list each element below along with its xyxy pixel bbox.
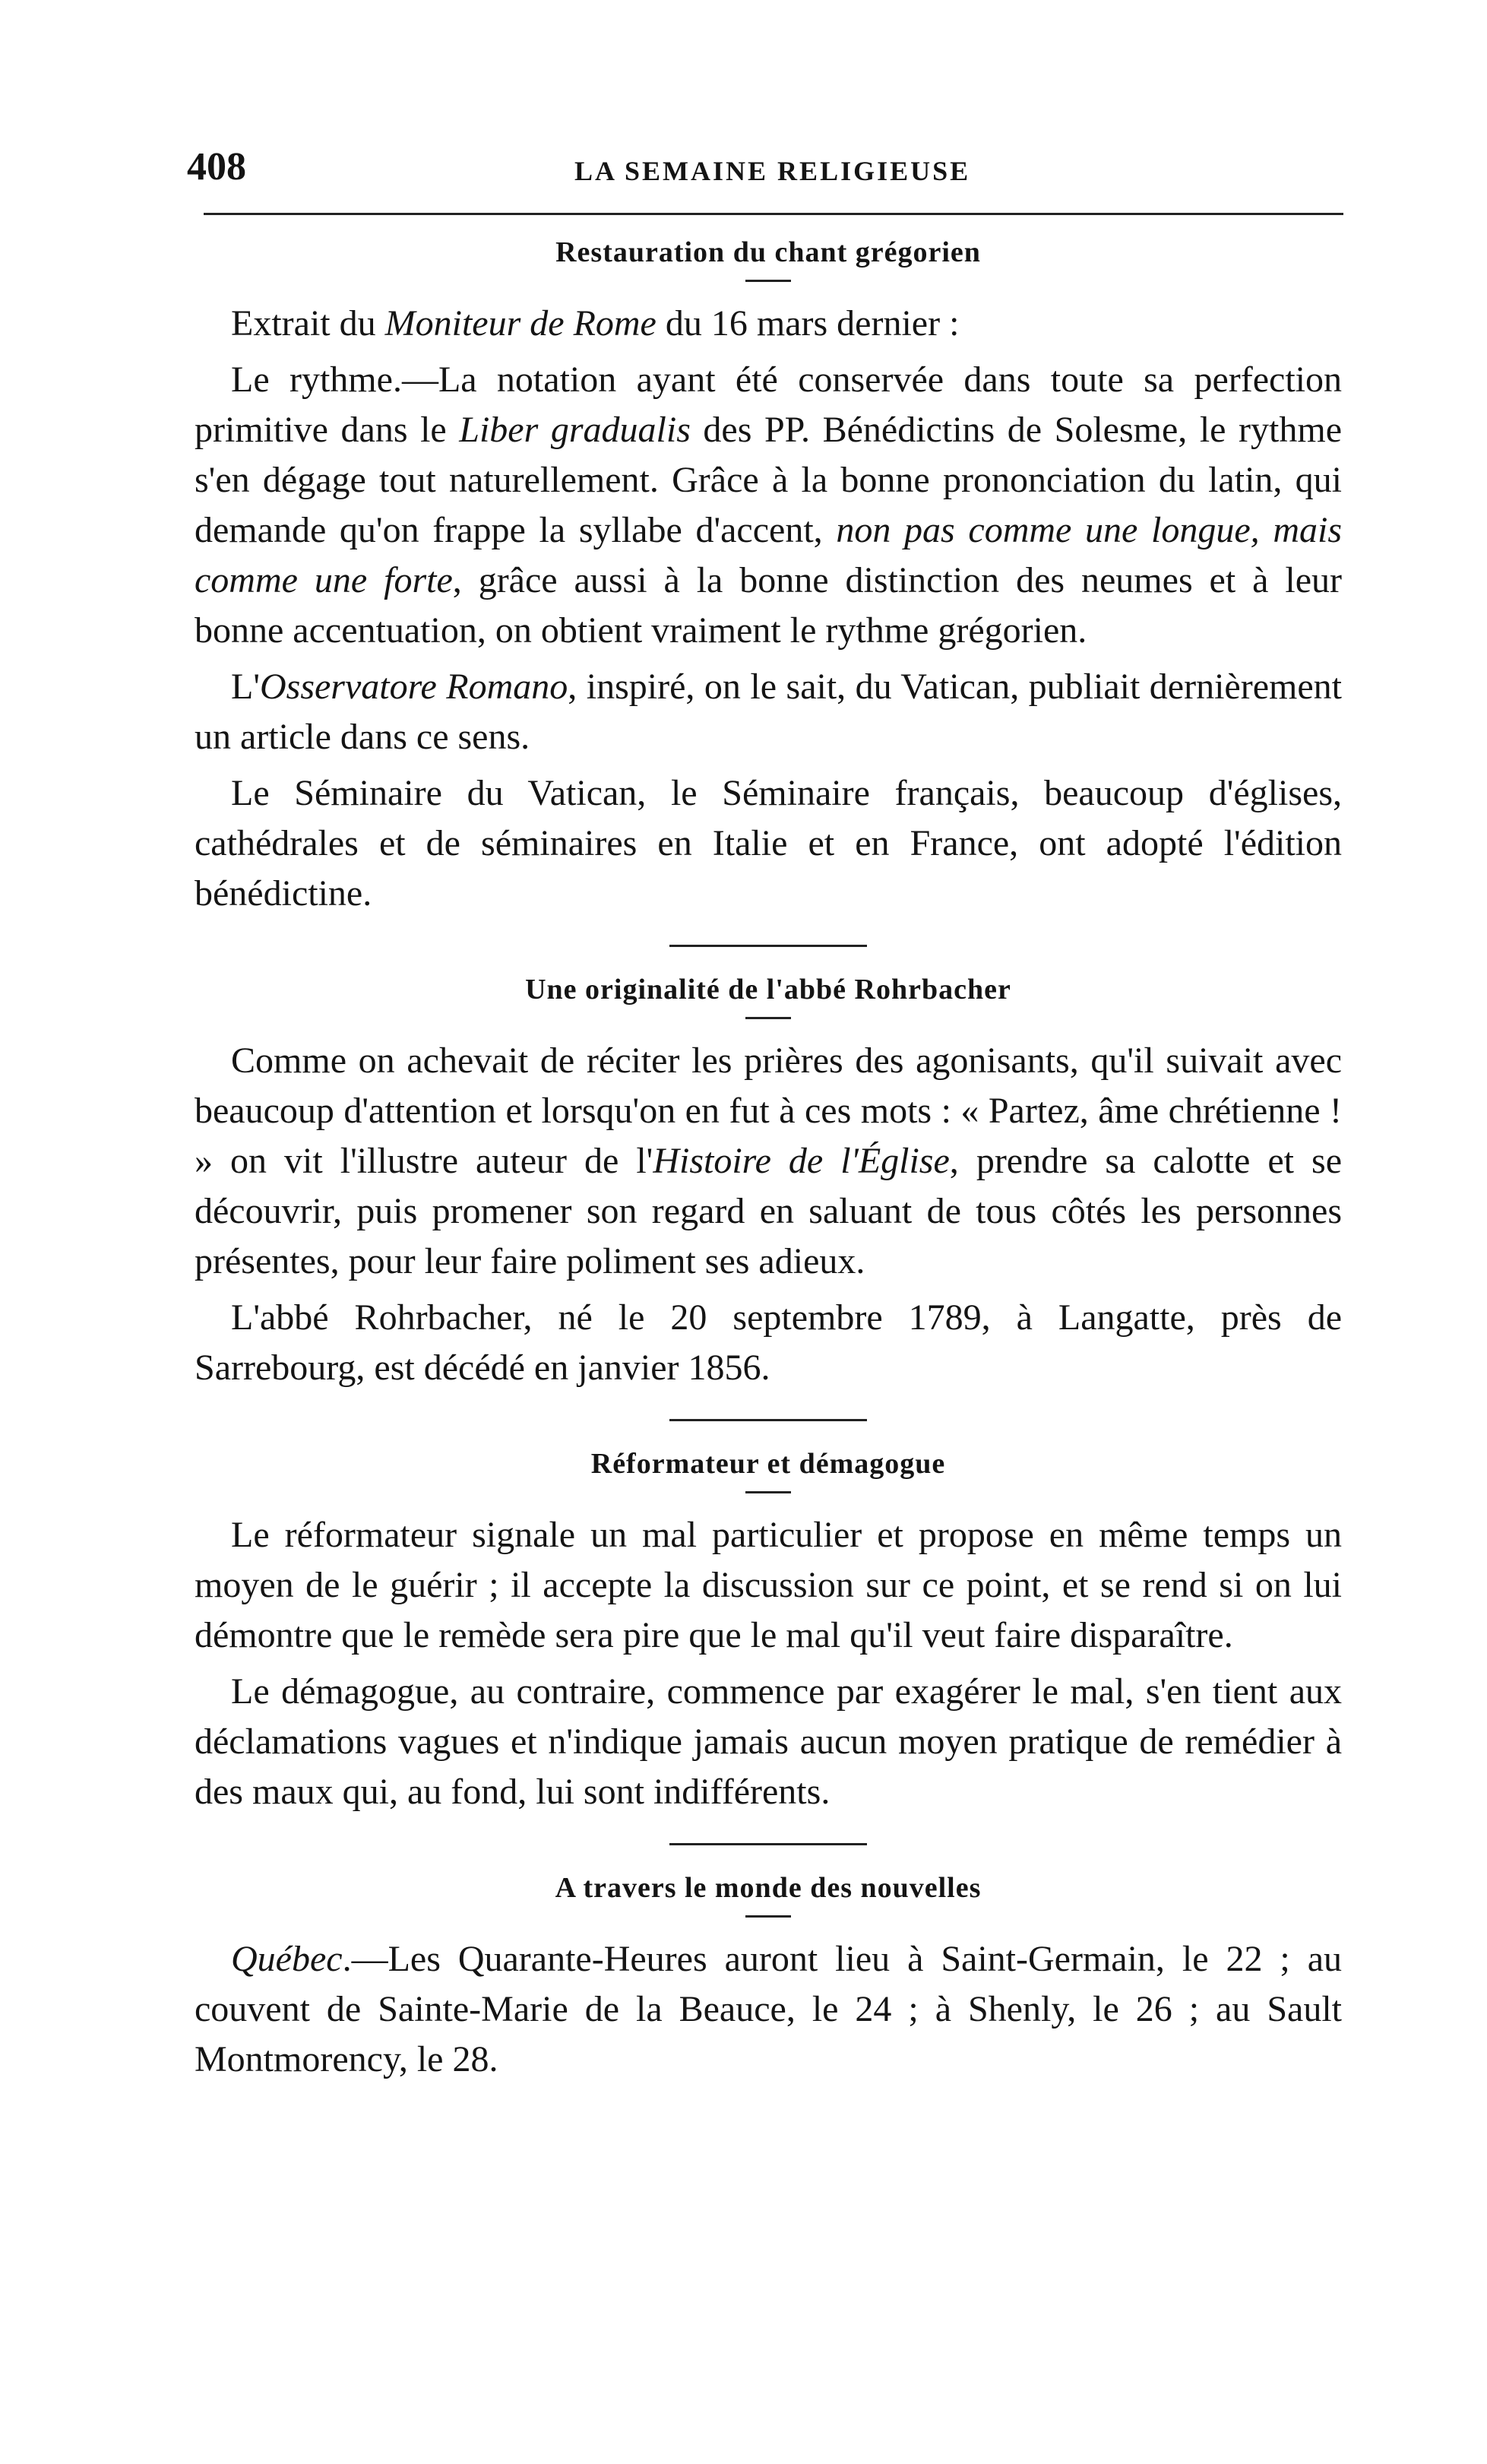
text-run: Le réformateur signale un mal particulier et propose en même temps un moyen de le guérir ; il accepte la discussion sur ce point, et se rend si on lui démontre que le remède sera pire que le mal qu'il veut faire disparaître. <box>195 1515 1342 1655</box>
paragraph <box>195 1036 1342 1287</box>
paragraph <box>195 1510 1342 1661</box>
text-run: .—Les Quarante-Heures auront lieu à Saint-Germain, le 22 ; au couvent de Sainte-Marie de la Beauce, le 24 ; à Shenly, le 26 ; au Sault Montmorency, le 28. <box>195 1939 1342 2079</box>
paragraph <box>195 299 1342 349</box>
section-separator <box>669 1843 867 1845</box>
text-run: Le rythme.—La notation ayant été conservée dans toute sa perfection primitive dans le <box>195 359 1342 450</box>
text-run: Extrait du <box>231 303 385 344</box>
italic-run: Québec <box>231 1939 343 1979</box>
page-number: 408 <box>187 145 246 188</box>
section-title: A travers le monde des nouvelles <box>555 1872 982 1904</box>
italic-run: Osservatore Romano <box>259 667 568 707</box>
section-separator <box>669 945 867 947</box>
text-run: , inspiré, on le sait, du Vatican, publiait dernièrement un article dans ce sens. <box>195 667 1343 757</box>
text-run: des PP. Bénédictins de Solesme, le rythme s'en dégage tout naturellement. Grâce à la bonne prononciation du latin, qui demande qu'on frappe la syllabe d'accent, <box>195 410 1343 550</box>
title-dash <box>745 1017 791 1019</box>
text-run: Le Séminaire du Vatican, le Séminaire français, beaucoup d'églises, cathédrales et de séminaires en Italie et en France, ont adopté l'édition bénédictine. <box>195 773 1342 914</box>
section-title: Restauration du chant grégorien <box>555 236 981 268</box>
page-header <box>179 144 1338 190</box>
section-title: Réformateur et démagogue <box>590 1448 946 1480</box>
paragraph <box>195 1293 1342 1393</box>
paragraph <box>195 1667 1342 1817</box>
italic-run: Moniteur de Rome <box>384 303 656 344</box>
running-title: LA SEMAINE RELIGIEUSE <box>574 156 971 186</box>
text-run: L' <box>231 667 260 707</box>
text-run: , grâce aussi à la bonne distinction des neumes et à leur bonne accentuation, on obtient vraiment le rythme grégorien. <box>195 560 1342 651</box>
italic-run: Liber gradualis <box>459 410 691 450</box>
italic-run: non pas comme une longue, mais comme une forte <box>195 510 1342 600</box>
text-run: L'abbé Rohrbacher, né le 20 septembre 1789, à Langatte, près de Sarrebourg, est décédé en janvier 1856. <box>195 1297 1342 1388</box>
title-dash <box>745 1491 791 1493</box>
text-run: Comme on achevait de réciter les prières des agonisants, qu'il suivait avec beaucoup d'attention et lorsqu'on en fut à ces mots : « Partez, âme chrétienne ! » on vit l'illustre auteur de l' <box>195 1040 1342 1181</box>
section-separator <box>669 1419 867 1421</box>
paragraph <box>195 768 1342 919</box>
paragraph <box>195 662 1342 762</box>
article-body <box>195 228 1342 2091</box>
section-title: Une originalité de l'abbé Rohrbacher <box>525 974 1011 1006</box>
paragraph <box>195 1934 1342 2085</box>
header-rule <box>204 213 1343 215</box>
italic-run: Histoire de l'Église <box>653 1141 950 1181</box>
title-dash <box>745 280 791 282</box>
title-dash <box>745 1915 791 1918</box>
text-run: , prendre sa calotte et se découvrir, puis promener son regard en saluant de tous côtés les personnes présentes, pour leur faire poliment ses adieux. <box>195 1141 1343 1281</box>
text-run: du 16 mars dernier : <box>656 303 960 344</box>
paragraph <box>195 355 1342 656</box>
text-run: Le démagogue, au contraire, commence par exagérer le mal, s'en tient aux déclamations vagues et n'indique jamais aucun moyen pratique de remédier à des maux qui, au fond, lui sont indifférents. <box>195 1671 1342 1812</box>
